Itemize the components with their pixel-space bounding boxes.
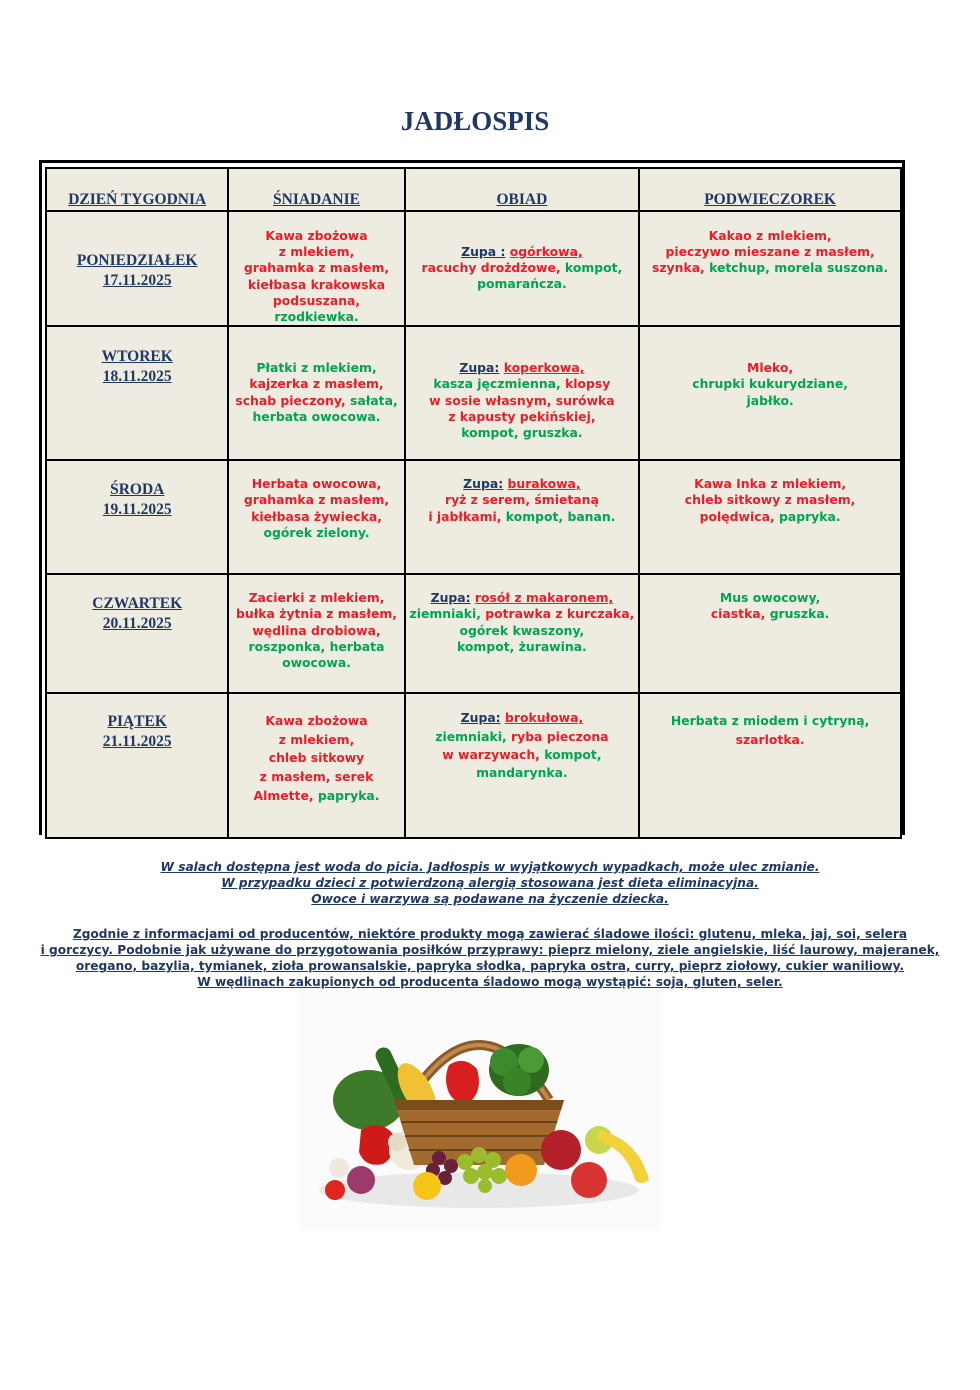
meal-text: Kawa zbożowa (265, 713, 368, 729)
meal-line (640, 606, 900, 622)
meal-text: z mlekiem, (278, 244, 355, 260)
meal-text: w warzywach, (442, 747, 545, 763)
meal-content (229, 228, 403, 325)
day-date: 21.11.2025 (102, 733, 172, 751)
meal-line (640, 244, 900, 260)
fruit-basket-image (299, 990, 661, 1230)
meal-text: Mus owocowy, (719, 590, 821, 606)
note-water: W salach dostępna jest woda do picia. Jadłospis w wyjątkowych wypadkach, może ulec zmianie. (160, 860, 820, 874)
meal-line (406, 764, 639, 782)
meal-line (229, 606, 403, 622)
meal-line (406, 393, 639, 409)
meal-text: kiełbasa krakowska (247, 276, 386, 292)
meal-line (406, 360, 639, 376)
meal-line (229, 749, 403, 768)
meal-text: owocowa. (282, 655, 351, 671)
meal-line (229, 731, 403, 750)
meal-line (229, 590, 403, 606)
menu-table (45, 167, 902, 839)
meal-text: szynka, (651, 260, 710, 276)
meal-line (229, 228, 403, 244)
table-row (46, 326, 901, 460)
meal-line (640, 476, 900, 492)
meal-text: ziemniaki, (435, 728, 511, 744)
meal-text: Herbata z miodem i cytryną, (670, 713, 870, 729)
day-cell (46, 460, 228, 574)
meal-text: klopsy (565, 376, 611, 392)
meal-text: papryka. (317, 787, 380, 803)
day-date: 17.11.2025 (102, 272, 172, 289)
meal-text: bułka żytnia z masłem, (236, 606, 397, 622)
meal-line (229, 655, 403, 671)
meal-content (229, 712, 403, 805)
note-allergens-4: W wędlinach zakupionych od producenta śladowo mogą wystąpić: soja, gluten, seler. (197, 975, 783, 989)
meal-text: gruszka. (769, 606, 830, 622)
meal-text: kajzerka z masłem, (249, 376, 384, 392)
meal-content (406, 709, 639, 783)
lunch-cell (405, 693, 640, 838)
header-snack: PODWIECZOREK (639, 168, 901, 211)
meal-text: w sosie własnym, surówka (429, 392, 615, 408)
meal-text: Zacierki z mlekiem, (248, 590, 385, 606)
day-cell (46, 326, 228, 460)
meal-text: koperkowa, (503, 360, 585, 376)
meal-line (229, 768, 403, 787)
meal-text: ogórek kwaszony, (459, 622, 585, 638)
meal-line (640, 731, 900, 749)
meal-content (229, 590, 403, 671)
meal-line (229, 277, 403, 293)
meal-text: brokułowa, (504, 710, 584, 726)
meal-content (229, 360, 403, 425)
snack-cell (639, 693, 901, 838)
meal-text: Kawa Inka z mlekiem, (694, 476, 847, 492)
day-date: 18.11.2025 (102, 368, 172, 386)
meal-content (406, 476, 639, 525)
meal-text: ziemniaki, (409, 606, 486, 622)
lunch-cell (405, 211, 640, 326)
snack-cell (639, 211, 901, 326)
meal-line (640, 492, 900, 508)
header-row (46, 168, 901, 211)
snack-cell (639, 460, 901, 574)
meal-text: chleb sitkowy (268, 750, 365, 766)
meal-line (229, 376, 403, 392)
meal-text: ryba pieczona (511, 728, 609, 744)
meal-text: kasza jęczmienna, (433, 376, 566, 392)
day-name: PONIEDZIAŁEK (76, 252, 198, 269)
header-day: DZIEŃ TYGODNIA (46, 168, 228, 211)
meal-line (406, 244, 639, 260)
meal-text: szarlotka. (735, 731, 805, 747)
meal-text: chrupki kukurydziane, (692, 376, 848, 392)
meal-line (229, 309, 403, 325)
meal-text: papryka. (778, 508, 841, 524)
meal-content (406, 360, 639, 441)
meal-text: potrawka z kurczaka, (485, 606, 635, 622)
meal-line (229, 639, 403, 655)
meal-line (406, 492, 639, 508)
meal-text: ciastka, (710, 606, 770, 622)
note-allergens-2: i gorczycy. Podobnie jak używane do przygotowania posiłków przyprawy: pieprz mielony, ziele angielskie, liść laurowy, majeranek, (40, 943, 940, 957)
day-cell (46, 693, 228, 838)
day-cell (46, 211, 228, 326)
meal-text: chleb sitkowy z masłem, (684, 492, 856, 508)
meal-line (229, 787, 403, 806)
meal-text: kiełbasa żywiecka, (251, 508, 382, 524)
header-lunch: OBIAD (405, 168, 640, 211)
meal-text: kompot, żurawina. (457, 638, 587, 654)
meal-line (406, 746, 639, 764)
meal-line (229, 393, 403, 409)
meal-text: kompot, (564, 260, 623, 276)
meal-text: ketchup, morela suszona. (709, 260, 889, 276)
day-cell (46, 574, 228, 693)
meal-line (406, 376, 639, 392)
page-title: JADŁOSPIS (400, 106, 550, 136)
meal-line (229, 409, 403, 425)
meal-text: rzodkiewka. (274, 309, 359, 325)
day-name: ŚRODA (110, 481, 165, 499)
meal-text: kompot, banan. (505, 508, 616, 524)
meal-line (229, 293, 403, 309)
breakfast-cell (228, 693, 404, 838)
meal-content (640, 228, 900, 277)
table-row (46, 211, 901, 326)
meal-line (229, 244, 403, 260)
table-row (46, 460, 901, 574)
meal-text: jabłko. (746, 392, 794, 408)
breakfast-cell (228, 574, 404, 693)
breakfast-cell (228, 326, 404, 460)
meal-line (229, 525, 403, 541)
meal-line (229, 492, 403, 508)
lunch-cell (405, 326, 640, 460)
meal-line (229, 260, 403, 276)
meal-text: Zupa: (459, 360, 500, 376)
meal-text: kompot, gruszka. (461, 425, 583, 441)
meal-text: Mleko, (747, 360, 794, 376)
meal-line (640, 228, 900, 244)
meal-text: wędlina drobiowa, (252, 622, 381, 638)
meal-text: rosół z makaronem, (474, 590, 614, 606)
day-date: 19.11.2025 (102, 501, 172, 519)
meal-line (229, 623, 403, 639)
meal-line (406, 476, 639, 492)
meal-line (406, 276, 639, 292)
meal-text: ryż z serem, śmietaną (444, 492, 599, 508)
meal-line (229, 509, 403, 525)
meal-text: Herbata owocowa, (251, 476, 382, 492)
fruit-basket-illustration (299, 990, 661, 1230)
meal-text: Zupa: (460, 710, 501, 726)
meal-text: roszponka, herbata (248, 638, 385, 654)
meal-text: z kapusty pekińskiej, (448, 408, 596, 424)
note-allergens-3: oregano, bazylia, tymianek, zioła prowansalskie, papryka słodka, papryka ostra, curry, pieprz ziołowy, cukier waniliowy. (75, 959, 905, 973)
meal-line (640, 393, 900, 409)
day-date: 20.11.2025 (102, 615, 172, 633)
meal-line (229, 476, 403, 492)
meal-content (229, 476, 403, 541)
lunch-cell (405, 460, 640, 574)
meal-text: herbata owocowa. (252, 408, 381, 424)
meal-line (406, 709, 639, 727)
meal-text: Płatki z mlekiem, (256, 360, 377, 376)
meal-line (229, 360, 403, 376)
meal-text: sałata, (349, 392, 398, 408)
day-name: WTOREK (101, 348, 173, 366)
meal-text: polędwica, (699, 508, 779, 524)
meal-line (640, 376, 900, 392)
meal-line (406, 606, 639, 622)
table-row (46, 574, 901, 693)
meal-line (229, 712, 403, 731)
meal-line (406, 409, 639, 425)
day-name: PIĄTEK (107, 713, 167, 731)
meal-line (406, 425, 639, 441)
note-allergens-1: Zgodnie z informacjami od producentów, niektóre produkty mogą zawierać śladowe ilości: glutenu, mleka, jaj, soi, selera (72, 927, 908, 941)
meal-text: kompot, (544, 747, 602, 763)
meal-text: pieczywo mieszane z masłem, (665, 244, 875, 260)
meal-line (406, 623, 639, 639)
meal-text: Zupa: (463, 476, 504, 492)
meal-line (640, 590, 900, 606)
meal-line (640, 712, 900, 730)
meal-line (640, 260, 900, 276)
note-allergy: W przypadku dzieci z potwierdzoną alergią stosowana jest dieta eliminacyjna. (221, 876, 759, 890)
meal-text: i jabłkami, (428, 508, 506, 524)
meal-text: Zupa : (461, 244, 506, 259)
day-name: CZWARTEK (92, 595, 183, 613)
meal-line (406, 260, 639, 276)
meal-text: ogórek zielony. (263, 524, 370, 540)
meal-content (640, 360, 900, 409)
meal-text: grahamka z masłem, (243, 260, 390, 276)
meal-line (406, 639, 639, 655)
meal-text: ogórkowa, (509, 244, 583, 259)
meal-content (406, 244, 639, 293)
meal-text: pomarańcza. (477, 276, 567, 292)
meal-text: Zupa: (430, 590, 471, 606)
meal-text: Almette, (253, 787, 318, 803)
breakfast-cell (228, 211, 404, 326)
lunch-cell (405, 574, 640, 693)
meal-line (406, 590, 639, 606)
meal-text: schab pieczony, (235, 392, 350, 408)
table-row (46, 693, 901, 838)
meal-text: podsuszana, (272, 292, 361, 308)
meal-text: Kawa zbożowa (265, 228, 368, 243)
meal-text: Kakao z mlekiem, (708, 228, 832, 243)
meal-line (640, 360, 900, 376)
meal-text: z masłem, serek (259, 769, 374, 784)
meal-line (406, 509, 639, 525)
meal-text: racuchy drożdżowe, (421, 260, 565, 276)
meal-text: mandarynka. (476, 765, 568, 781)
snack-cell (639, 326, 901, 460)
menu-table-frame (39, 160, 905, 835)
snack-cell (639, 574, 901, 693)
meal-text: grahamka z masłem, (243, 492, 390, 508)
meal-text: z mlekiem, (278, 731, 355, 747)
meal-line (406, 728, 639, 746)
meal-content (640, 590, 900, 622)
breakfast-cell (228, 460, 404, 574)
meal-content (640, 712, 900, 749)
meal-line (640, 509, 900, 525)
note-fruit: Owoce i warzywa są podawane na życzenie dziecka. (311, 892, 669, 906)
meal-content (406, 590, 639, 655)
meal-content (640, 476, 900, 525)
header-breakfast: ŚNIADANIE (228, 168, 404, 211)
meal-text: burakowa, (507, 476, 581, 492)
